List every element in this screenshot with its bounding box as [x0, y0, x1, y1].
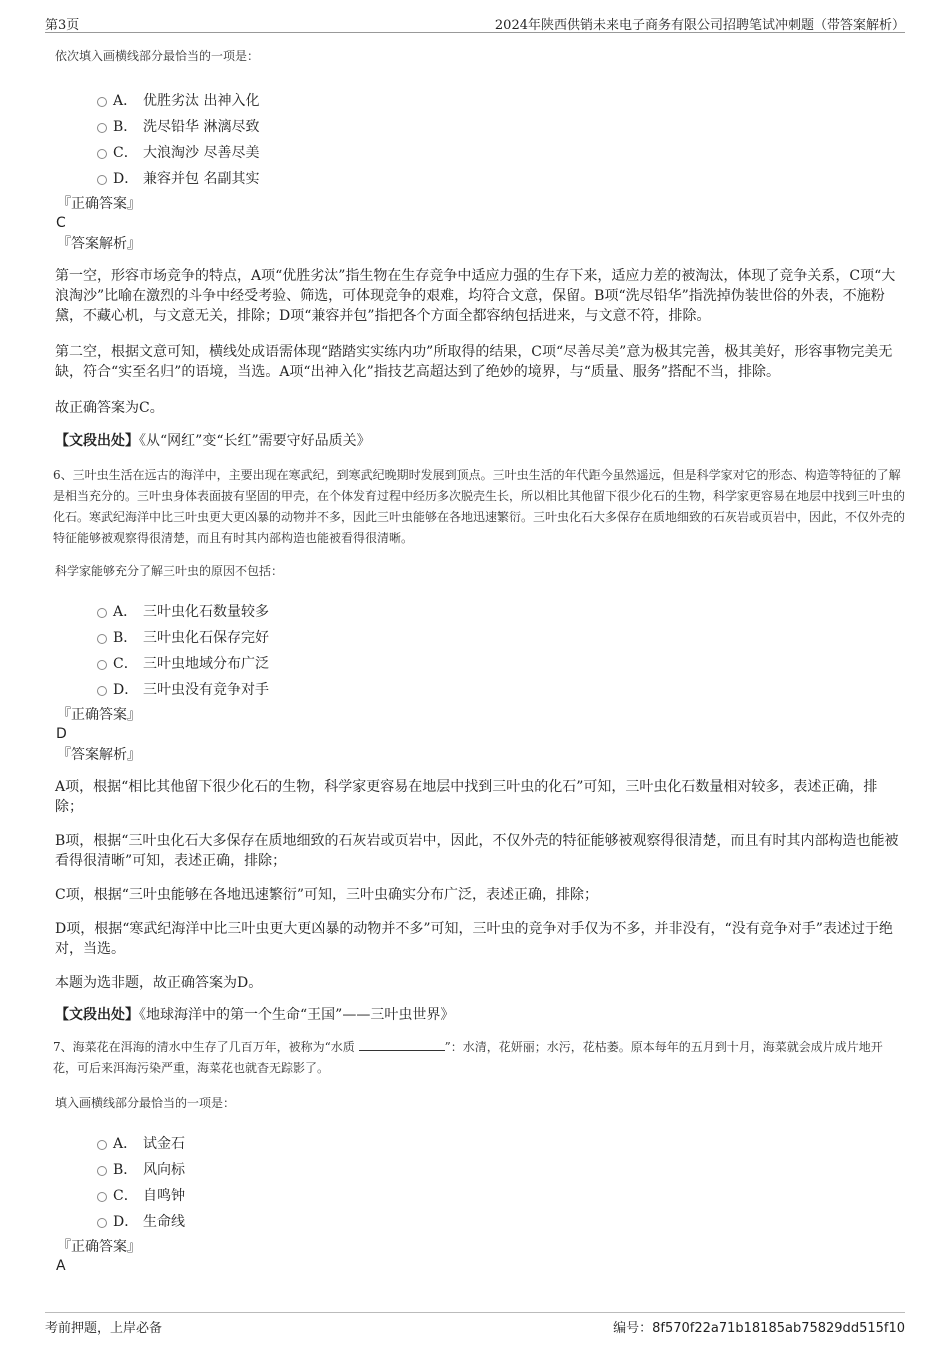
- q5-option-a[interactable]: A． 优胜劣汰 出神入化: [55, 88, 905, 114]
- q6-analysis-3: C项，根据“三叶虫能够在各地迅速繁衍”可知，三叶虫确实分布广泛，表述正确，排除；: [55, 887, 599, 903]
- radio-icon[interactable]: [97, 660, 107, 670]
- radio-icon[interactable]: [97, 1192, 107, 1202]
- q6-option-b[interactable]: B． 三叶虫化石保存完好: [55, 625, 905, 651]
- q5-answer: C: [56, 215, 66, 231]
- q5-analysis-label: 『答案解析』: [57, 236, 141, 252]
- q6-analysis-5: 本题为选非题，故正确答案为D。: [55, 975, 263, 991]
- content: [55, 46, 905, 1275]
- q6-analysis-label: 『答案解析』: [57, 747, 141, 763]
- q6-analysis-2: B项，根据“三叶虫化石大多保存在质地细致的石灰岩或页岩中，因此，不仅外壳的特征能够被观察得很清楚，而且有时其内部构造也能被看得很清晰”可知，表述正确，排除；: [55, 833, 899, 869]
- q7-answer: A: [56, 1258, 66, 1274]
- q6-analysis-1: A项，根据“相比其他留下很少化石的生物，科学家更容易在地层中找到三叶虫的化石”可知，三叶虫化石数量相对较多，表述正确，排除；: [55, 779, 878, 815]
- q6-answer: D: [56, 726, 67, 742]
- q5-options: [55, 88, 905, 192]
- q7-passage: 7、海菜花在洱海的清水中生存了几百万年，被称为“水质 ”：水清，花妍丽；水污，花枯萎。原本每年的五月到十月，海菜就会成片成片地开花，可后来洱海污染严重，海菜花也就杳无踪影了。: [53, 1040, 883, 1075]
- document-title: 2024年陕西供销未来电子商务有限公司招聘笔试冲刺题（带答案解析）: [494, 18, 905, 33]
- q7-prompt: 填入画横线部分最恰当的一项是：: [55, 1096, 236, 1110]
- radio-icon[interactable]: [97, 608, 107, 618]
- q5-answer-label: 『正确答案』: [57, 196, 141, 212]
- q7-option-a[interactable]: A． 试金石: [55, 1131, 905, 1157]
- source-tag: 【文段出处】: [55, 1007, 139, 1023]
- radio-icon[interactable]: [97, 123, 107, 133]
- q6-source: [55, 1005, 905, 1025]
- q6-passage: 6、三叶虫生活在远古的海洋中，主要出现在寒武纪，到寒武纪晚期时发展到顶点。三叶虫生活的年代距今虽然遥远，但是科学家对它的形态、构造等特征的了解是相当充分的。三叶虫身体表面披有坚固的甲壳，在个体发育过程中经历多次脱壳生长，所以相比其他留下很少化石的生物，科学家更容易在地层中找到三叶虫的化石。寒武纪海洋中比三叶虫更大更凶暴的动物并不多，因此三叶虫能够在各地迅速繁衍。三叶虫化石大多保存在质地细致的石灰岩或页岩中，因此，不仅外壳的特征能够被观察得很清楚，而且有时其内部构造也能被看得很清晰。: [53, 468, 906, 545]
- source-title: 《从“网红”变“长红”需要守好品质关》: [139, 433, 371, 449]
- q5-analysis-2: 第二空，根据文意可知，横线处成语需体现“踏踏实实练内功”所取得的结果，C项“尽善尽美”意为极其完善，极其美好，形容事物完美无缺，符合“实至名归”的语境，当选。A项“出神入化”指技艺高超达到了绝妙的境界，与“质量、服务”搭配不当，排除。: [55, 344, 893, 380]
- radio-icon[interactable]: [97, 149, 107, 159]
- radio-icon[interactable]: [97, 1218, 107, 1228]
- q5-source: [55, 431, 905, 451]
- source-tag: 【文段出处】: [55, 433, 139, 449]
- radio-icon[interactable]: [97, 1166, 107, 1176]
- q5-option-d[interactable]: D． 兼容并包 名副其实: [55, 166, 905, 192]
- radio-icon[interactable]: [97, 686, 107, 696]
- q6-option-d[interactable]: D． 三叶虫没有竞争对手: [55, 677, 905, 703]
- radio-icon[interactable]: [97, 1140, 107, 1150]
- q7-option-c[interactable]: C． 自鸣钟: [55, 1183, 905, 1209]
- page-header: [45, 12, 905, 33]
- q6-options: [55, 599, 905, 703]
- page-number: 第3页: [45, 18, 80, 33]
- q6-option-c[interactable]: C． 三叶虫地域分布广泛: [55, 651, 905, 677]
- footer-slogan: 考前押题，上岸必备: [45, 1321, 163, 1336]
- q7-answer-label: 『正确答案』: [57, 1239, 141, 1255]
- q7-options: [55, 1131, 905, 1235]
- radio-icon[interactable]: [97, 175, 107, 185]
- radio-icon[interactable]: [97, 97, 107, 107]
- q5-prompt: 依次填入画横线部分最恰当的一项是：: [55, 49, 260, 63]
- q5-option-b[interactable]: B． 洗尽铅华 淋漓尽致: [55, 114, 905, 140]
- q6-analysis-4: D项，根据“寒武纪海洋中比三叶虫更大更凶暴的动物并不多”可知，三叶虫的竞争对手仅为不多，并非没有，“没有竞争对手”表述过于绝对，当选。: [55, 921, 893, 957]
- source-title: 《地球海洋中的第一个生命“王国”——三叶虫世界》: [139, 1007, 455, 1023]
- page-footer: [45, 1312, 905, 1337]
- q6-prompt: 科学家能够充分了解三叶虫的原因不包括：: [55, 564, 284, 578]
- q5-analysis-3: 故正确答案为C。: [55, 400, 164, 416]
- document-code: 编号：8f570f22a71b18185ab75829dd515f10: [613, 1321, 905, 1336]
- radio-icon[interactable]: [97, 634, 107, 644]
- q6-option-a[interactable]: A． 三叶虫化石数量较多: [55, 599, 905, 625]
- q7-option-b[interactable]: B． 风向标: [55, 1157, 905, 1183]
- q7-option-d[interactable]: D． 生命线: [55, 1209, 905, 1235]
- blank-line: [359, 1038, 445, 1051]
- q6-answer-label: 『正确答案』: [57, 707, 141, 723]
- q5-analysis-1: 第一空，形容市场竞争的特点，A项“优胜劣汰”指生物在生存竞争中适应力强的生存下来，适应力差的被淘汰，体现了竞争关系，C项“大浪淘沙”比喻在激烈的斗争中经受考验、筛选，可体现竞争的艰难，均符合文意，保留。B项“洗尽铅华”指洗掉伪装世俗的外表，不施粉黛，不藏心机，与文意无关，排除；D项“兼容并包”指把各个方面全都容纳包括进来，与文意不符，排除。: [55, 268, 896, 324]
- q5-option-c[interactable]: C． 大浪淘沙 尽善尽美: [55, 140, 905, 166]
